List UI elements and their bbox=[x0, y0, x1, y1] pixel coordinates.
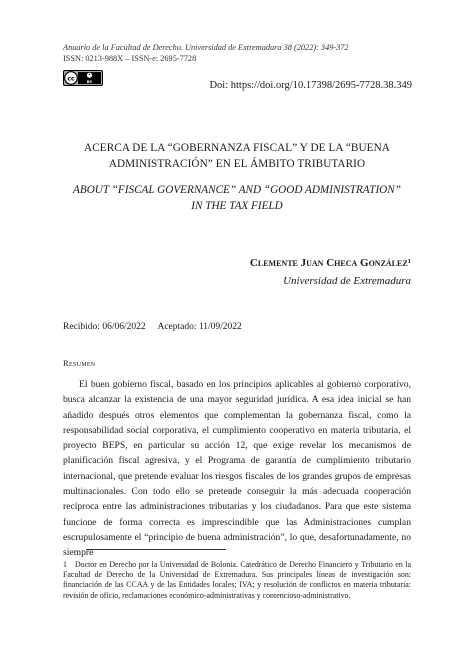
footnote bbox=[63, 560, 411, 601]
title-english bbox=[40, 182, 434, 214]
journal-header bbox=[63, 42, 423, 64]
title-english-line-1: ABOUT “FISCAL GOVERNANCE” AND “GOOD ADMINISTRATION” bbox=[73, 184, 401, 196]
footnote-number: 1 bbox=[63, 560, 67, 569]
doi-link[interactable]: Doi: https://doi.org/10.17398/2695-7728.38.349 bbox=[209, 80, 412, 91]
abstract-text: El buen gobierno fiscal, basado en los principios aplicables al gobierno corporativo, busca alcanzar la existencia de una mayor seguridad jurídica. A esa idea inicial se han añadido después otros elementos que complementan la gobernanza fiscal, como la responsabilidad social corporativa, el cumplimiento cooperativo en materia tributaria, el proyecto BEPS, en particular su acción 12, que exige revelar los mecanismos de planificación fiscal agresiva, y el Programa de garantía de cumplimiento tributario internacional, que pretende evaluar los riesgos fiscales de los grandes grupos de empresas multinacionales. Con todo ello se pretende conseguir la más adecuada cooperación recíproca entre las administraciones tributarias y los ciudadanos. Para que este sistema funcione de forma correcta es imprescindible que las Administraciones cumplan escrupulosamente el “principio de buena administración”, lo que, desafortunadamente, no siempre bbox=[63, 379, 411, 559]
license-badge-text: BY bbox=[86, 78, 93, 84]
submission-dates bbox=[63, 322, 252, 332]
cc-by-license-icon[interactable] bbox=[63, 70, 103, 86]
author-name: Clemente Juan Checa González¹ bbox=[249, 257, 411, 269]
accepted-date: Aceptado: 11/09/2022 bbox=[157, 322, 242, 332]
journal-citation: Anuario de la Facultad de Derecho. Universidad de Extremadura 38 (2022): 349-372 bbox=[63, 43, 349, 52]
footnote-divider bbox=[86, 549, 226, 550]
footnote-text: Doctor en Derecho por la Universidad de Bolonia. Catedrático de Derecho Financiero y Tributario en la Facultad de Derecho de la Universidad de Extremadura. Sus principales líneas de investigación son: financiación de las CCAA y de las Entidades locales; IVA; y resolución de conflictos en materia tributaria: revisión de oficio, reclamaciones económico-administrativas y contencioso-administrativo. bbox=[63, 560, 411, 600]
title-spanish-line-2: ADMINISTRACIÓN” EN EL ÁMBITO TRIBUTARIO bbox=[108, 158, 366, 170]
journal-issn: ISSN: 0213-988X – ISSN-e: 2695-7728 bbox=[63, 54, 197, 63]
title-spanish-line-1: ACERCA DE LA “GOBERNANZA FISCAL” Y DE LA “BUENA bbox=[84, 142, 390, 154]
svg-text:cc: cc bbox=[67, 75, 75, 83]
author-affiliation: Universidad de Extremadura bbox=[283, 275, 411, 287]
title-english-line-2: IN THE TAX FIELD bbox=[191, 200, 283, 212]
received-date: Recibido: 06/06/2022 bbox=[63, 322, 146, 332]
abstract-heading: Resumen bbox=[63, 358, 96, 368]
title-spanish bbox=[40, 140, 434, 172]
